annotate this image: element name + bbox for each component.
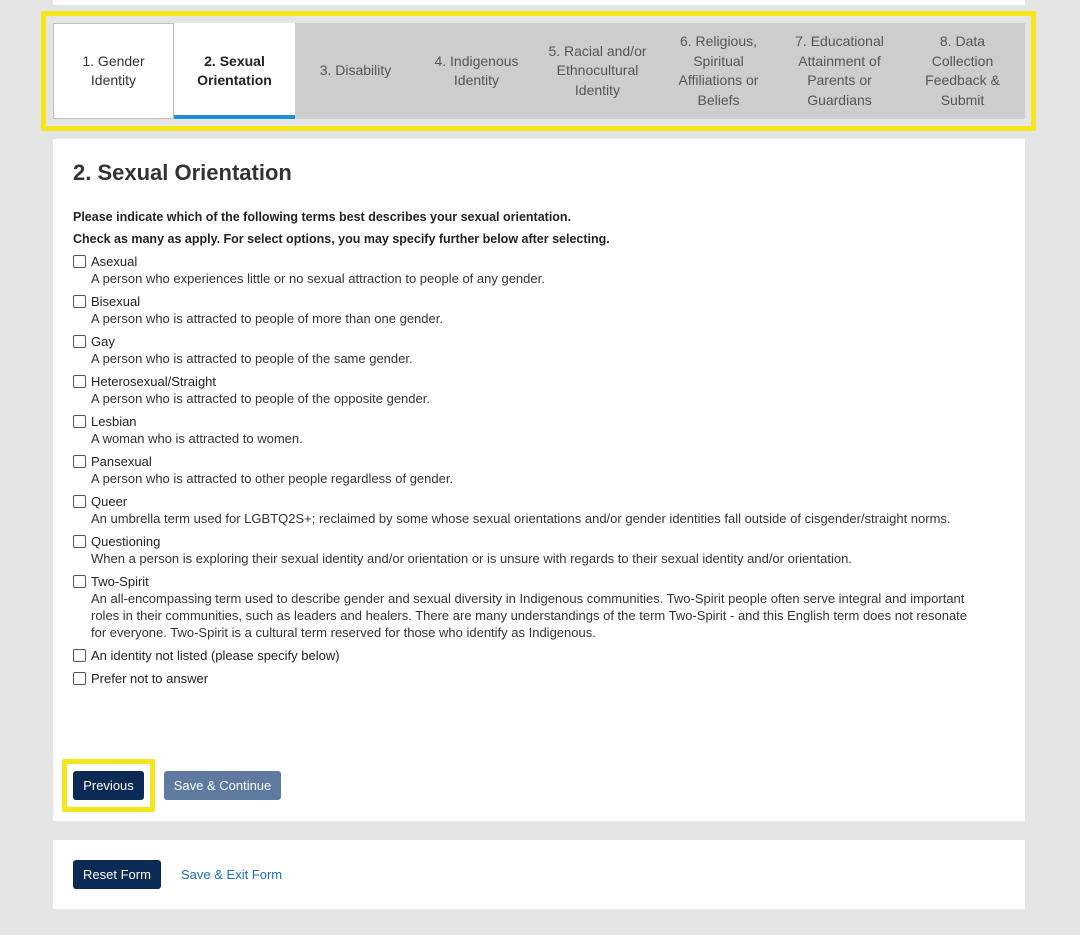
option-header [73,413,1005,430]
previous-button[interactable]: Previous [73,771,144,800]
option-description: A person who is attracted to people of the opposite gender. [91,391,430,406]
option-checkbox[interactable] [73,375,86,388]
option-checkbox[interactable] [73,575,86,588]
tab-label: 2. Sexual Orientation [197,52,272,88]
option-item [73,670,1005,687]
tab-label: 5. Racial and/or Ethnocultural Identity [548,42,647,98]
option-checkbox[interactable] [73,255,86,268]
option-label[interactable]: Questioning [91,534,161,549]
option-checkbox[interactable] [73,649,86,662]
option-label[interactable]: Bisexual [91,294,141,309]
option-checkbox[interactable] [73,495,86,508]
tab-label: 7. Educational Attainment of Parents or Guardians [795,33,884,108]
option-label[interactable]: Asexual [91,254,138,269]
option-checkbox[interactable] [73,672,86,685]
option-checkbox[interactable] [73,415,86,428]
save-exit-link[interactable]: Save & Exit Form [181,867,283,882]
instruction-subtext: Check as many as apply. For select options, you may specify further below after selecting. [73,232,610,246]
option-label[interactable]: Queer [91,494,128,509]
option-header [73,493,1005,510]
tab-label: 4. Indigenous Identity [434,52,519,88]
option-label[interactable]: Lesbian [91,414,137,429]
option-header [73,453,1005,470]
option-description: An all-encompassing term used to describe gender and sexual diversity in Indigenous communities. Two-Spirit people often serve integral and important roles in their communities, such as leaders and healers. There are many understandings of the term Two-Spirit - and this English term does not resonate for everyone. Two-Spirit is a cultural term reserved for those who identify as Indigenous. [91,591,968,640]
option-header [73,253,1005,270]
form-card [53,139,1025,821]
option-description: A woman who is attracted to women. [91,431,303,446]
top-strip [53,0,1025,5]
section-title: 2. Sexual Orientation [73,160,292,185]
option-header [73,373,1005,390]
option-item [73,533,1005,567]
option-label[interactable]: Heterosexual/Straight [91,374,217,389]
option-header [73,670,1005,687]
option-item [73,647,1005,664]
option-header [73,293,1005,310]
tab-label: 3. Disability [319,62,392,79]
option-item [73,453,1005,487]
option-description: A person who experiences little or no sexual attraction to people of any gender. [91,271,545,286]
option-header [73,333,1005,350]
option-checkbox[interactable] [73,295,86,308]
reset-form-button[interactable]: Reset Form [73,860,161,889]
option-label[interactable]: An identity not listed (please specify below) [91,648,340,663]
tab-label: 8. Data Collection Feedback & Submit [925,33,1000,108]
option-label[interactable]: Pansexual [91,454,152,469]
option-description: A person who is attracted to people of more than one gender. [91,311,443,326]
save-continue-button[interactable]: Save & Continue [164,771,281,800]
option-checkbox[interactable] [73,535,86,548]
previous-highlight-frame [62,759,155,812]
option-item [73,373,1005,407]
option-checkbox[interactable] [73,335,86,348]
option-header [73,647,1005,664]
option-item [73,573,1005,641]
option-item [73,293,1005,327]
tab-label: 1. Gender Identity [82,52,145,88]
footer-panel [53,840,1025,909]
option-description: When a person is exploring their sexual identity and/or orientation or is unsure with regards to their sexual identity and/or orientation. [91,551,852,566]
option-item [73,493,1005,527]
option-description: A person who is attracted to other people regardless of gender. [91,471,454,486]
option-description: An umbrella term used for LGBTQ2S+; reclaimed by some whose sexual orientations and/or gender identities fall outside of cisgender/straight norms. [91,511,951,526]
option-header [73,573,1005,590]
option-header [73,533,1005,550]
tab-label: 6. Religious, Spiritual Affiliations or Beliefs [678,33,759,108]
option-label[interactable]: Gay [91,334,115,349]
options-list [73,253,1005,687]
option-description: A person who is attracted to people of the same gender. [91,351,413,366]
option-item [73,333,1005,367]
option-checkbox[interactable] [73,455,86,468]
option-label[interactable]: Prefer not to answer [91,671,209,686]
option-item [73,413,1005,447]
instruction-text: Please indicate which of the following terms best describes your sexual orientation. [73,210,572,224]
option-label[interactable]: Two-Spirit [91,574,149,589]
tabs-highlight-frame [41,11,1036,131]
option-item [73,253,1005,287]
